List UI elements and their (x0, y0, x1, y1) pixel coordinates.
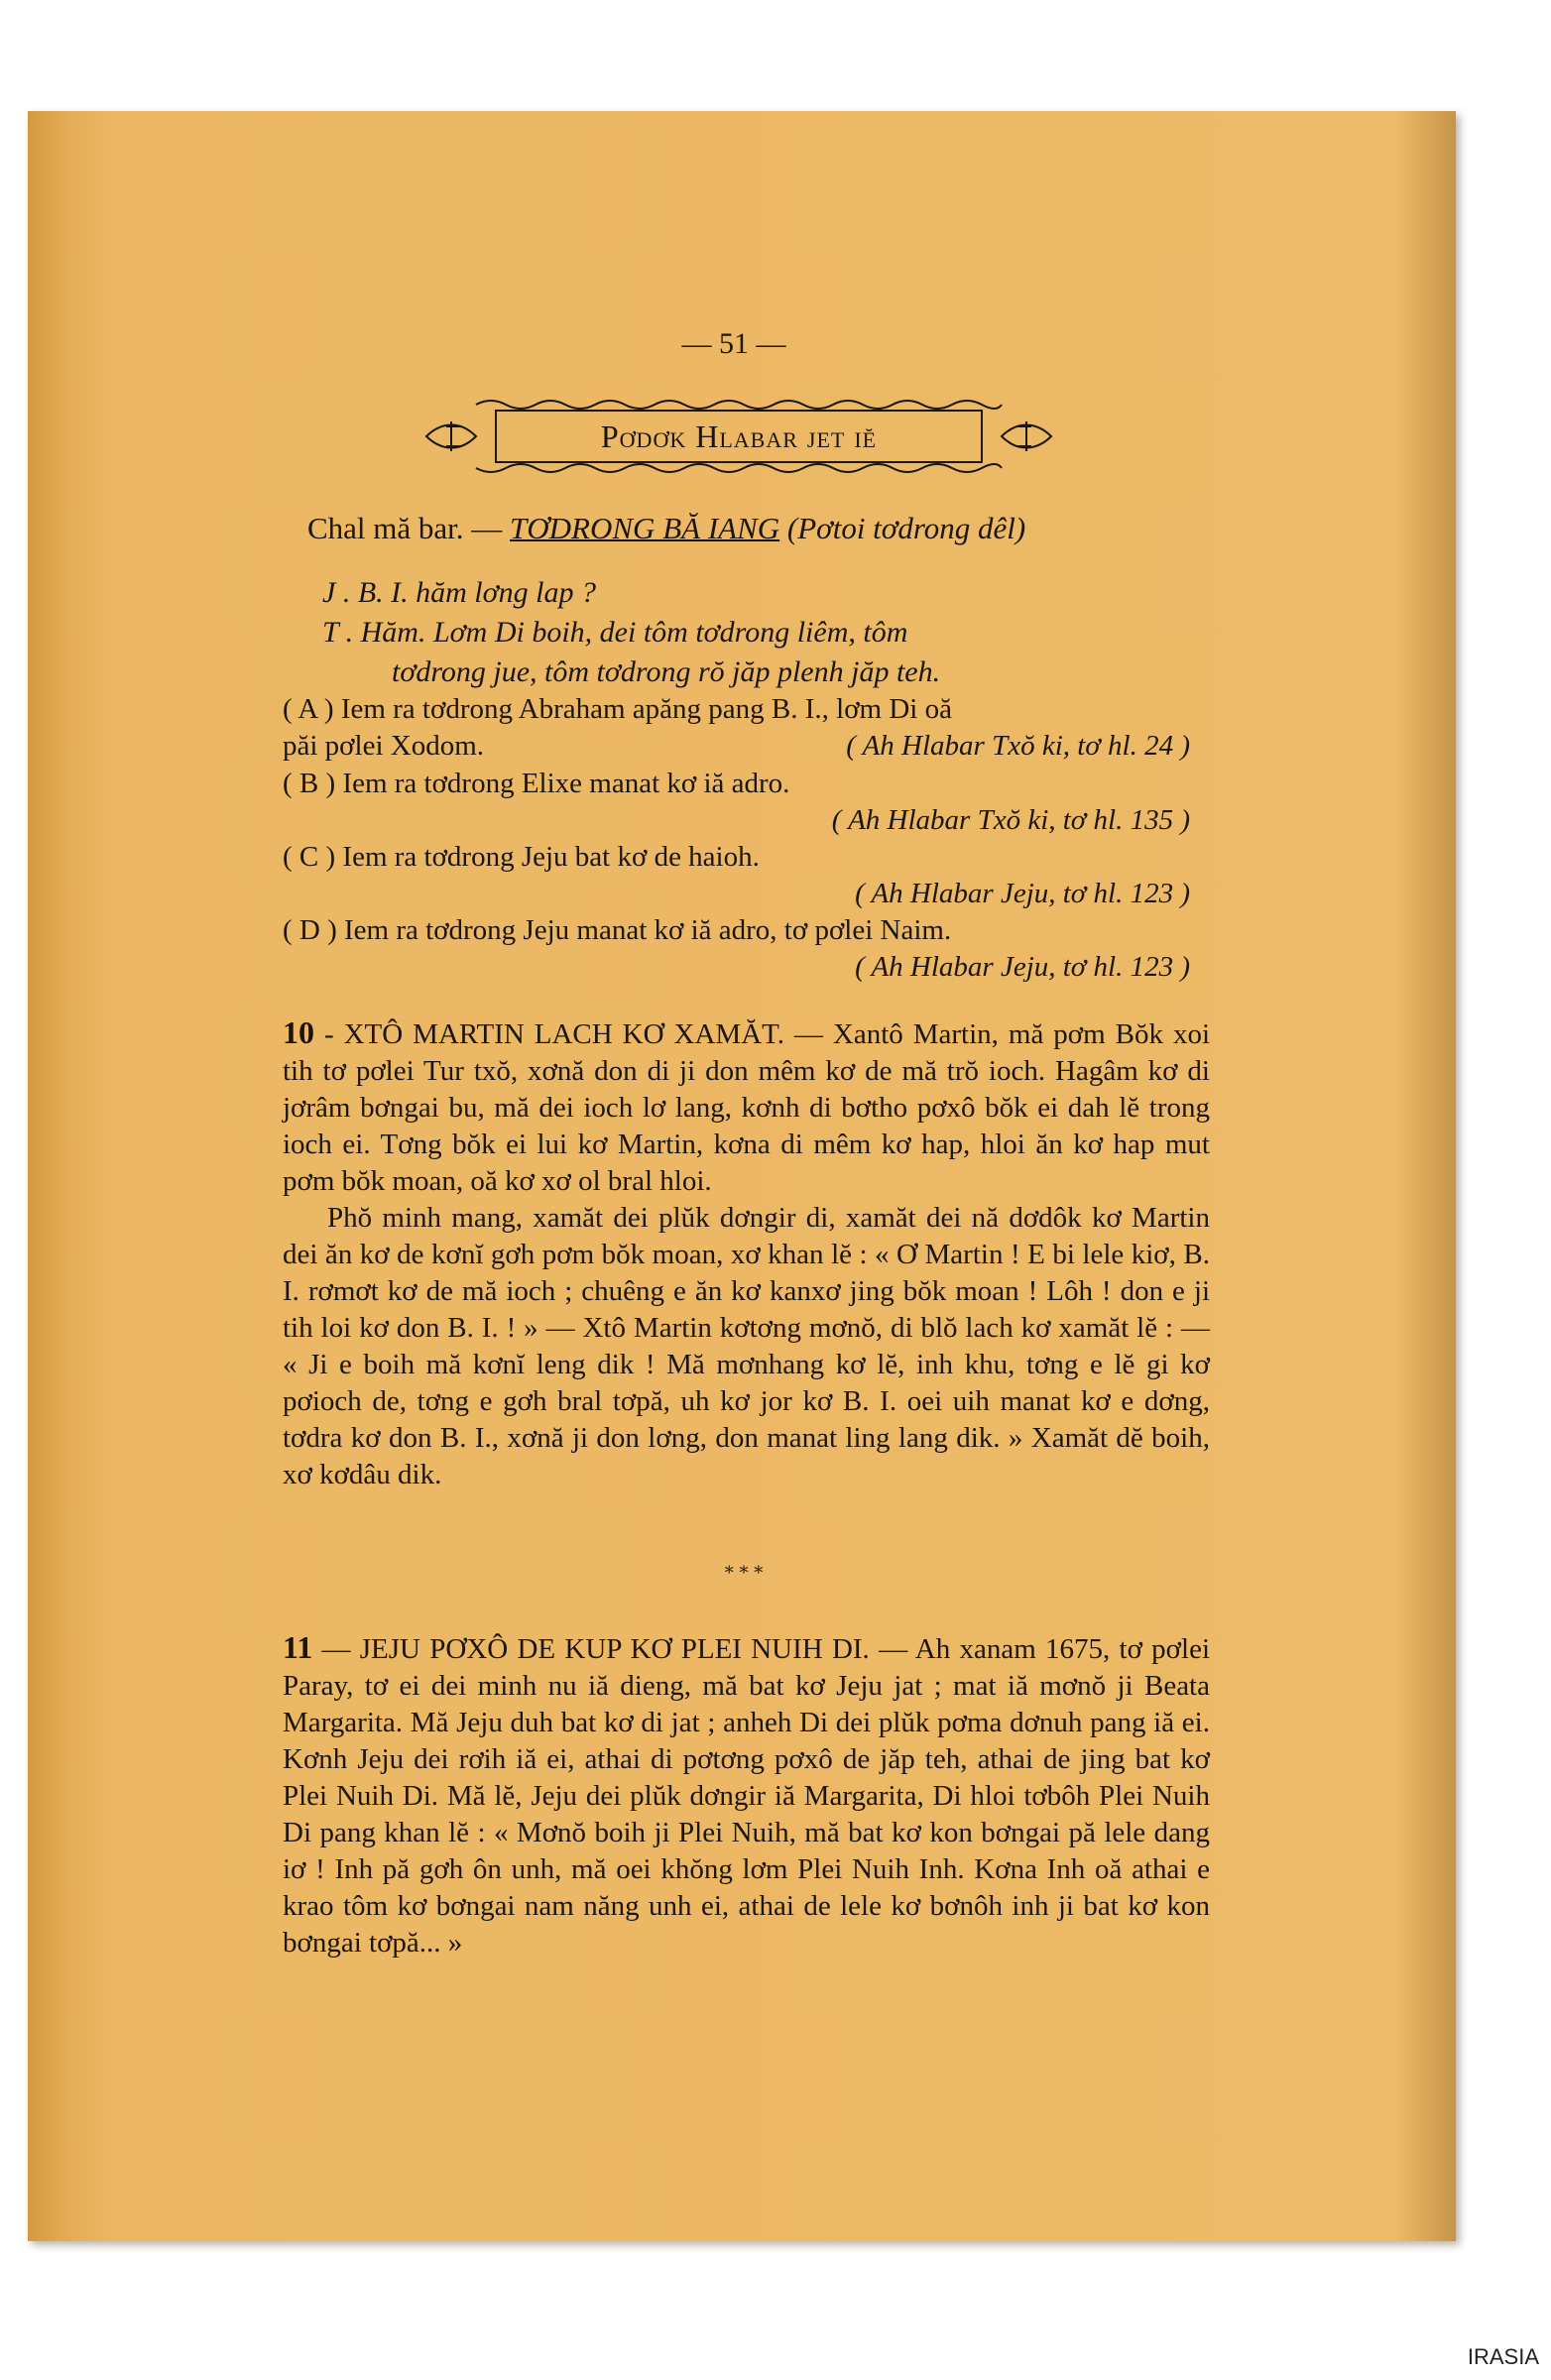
section-number: 10 (283, 1014, 314, 1050)
reference-b (283, 766, 1210, 839)
section-11 (283, 1629, 1210, 1962)
section-10-para-1 (283, 1014, 1210, 1200)
answer-line-2: tơdrong jue, tôm tơdrong rŏ jăp plenh jăp teh. (392, 655, 941, 688)
watermark: IRASIA (1467, 2344, 1539, 2369)
question: J . B. I. hăm lơng lap ? (322, 576, 596, 609)
section-11-para-1 (283, 1629, 1210, 1962)
paragraph-text: Xantô Martin, mă pơm Bŏk xoi tih tơ pơlei Tur txŏ, xơnă don di ji don mêm kơ de mă trŏ ioch. Hagâm kơ di jơrâm bơngai bu, mă dei ioch lơ lang, kơnh di bơtho pơxô bŏk ei dah lĕ trong ioch ei. Tơng bŏk ei lui kơ Martin, kơna di mêm kơ hap, hloi ăn kơ hap mut pơm bŏk moan, oă kơ xơ ol bral hloi. (283, 1018, 1211, 1197)
answer-line-1: T . Hăm. Lơm Di boih, dei tôm tơdrong liêm, tôm (322, 616, 908, 649)
ref-source: ( Ah Hlabar Jeju, tơ hl. 123 ) (855, 878, 1190, 909)
section-number: 11 (283, 1629, 313, 1665)
section-10-para-2: Phŏ minh mang, xamăt dei plŭk dơngir di, xamăt dei nă dơdôk kơ Martin dei ăn kơ de kơnĭ gơh pơm bŏk moan, xơ khan lĕ : « Ơ Martin ! E bi lele kiơ, B. I. rơmơt kơ de mă ioch ; chuêng e ăn kơ kanxơ jing bŏk moan ! Lôh ! don e ji tih loi kơ don B. I. ! » — Xtô Martin kơtơng mơnŏ, di blŏ lach kơ xamăt lĕ : — « Ji e boih mă kơnĭ leng dik ! Mă mơnhang kơ lĕ, inh khu, tơng e lĕ gi kơ pơioch de, tơng e gơh bral tơpă, uh kơ jor kơ B. I. oei uih manat kơ e dơng, tơdra kơ don B. I., xơnă ji don lơng, don manat ling lang dik. » Xamăt dĕ boih, xơ kơdâu dik. (283, 1202, 1210, 1490)
lesson-heading (307, 511, 1240, 546)
ref-text: Iem ra tơdrong Jeju bat kơ de haioh. (342, 841, 760, 873)
paragraph-text: Ah xanam 1675, tơ pơlei Paray, tơ ei dei minh nu iă dieng, mă bat kơ Jeju jat ; mat iă mơnŏ ji Beata Margarita. Mă Jeju duh bat kơ di jat ; anheh Di dei plŭk pơma dơnuh pang iă ei. Kơnh Jeju dei rơih iă ei, athai di pơtơng pơxô de jăp teh, athai de jing bat kơ Plei Nuih Di. Mă lĕ, Jeju dei plŭk dơngir iă Margarita, Di hloi tơbôh Plei Nuih Di pang khan lĕ : « Mơnŏ boih ji Plei Nuih, mă bat kơ kon bơngai pă lele dang iơ ! Inh pă gơh ôn unh, mă oei khŏng lơm Plei Nuih Inh. Kơna Inh oă athai e krao tôm kơ bơngai nam năng unh ei, athai de lele kơ bơnôh inh ji bat kơ kon bơngai tơpă... » (283, 1633, 1211, 1959)
lesson-prefix: Chal mă bar. — (307, 511, 503, 545)
ref-text: Iem ra tơdrong Elixe manat kơ iă adro. (342, 768, 790, 799)
ref-mark: ( D ) (283, 914, 337, 946)
section-heading: - XTÔ MARTIN LACH KƠ XAMĂT. — (323, 1018, 823, 1050)
section-10 (283, 1014, 1210, 1493)
lesson-subtitle: (Pơtoi tơdrong dêl) (786, 511, 1026, 545)
section-heading: — JEJU PƠXÔ DE KUP KƠ PLEI NUIH DI. — (321, 1633, 908, 1665)
ref-mark: ( B ) (283, 768, 336, 799)
page-number: — 51 — (681, 327, 786, 360)
reference-a (283, 691, 1210, 765)
ref-source: ( Ah Hlabar Txŏ ki, tơ hl. 135 ) (831, 804, 1190, 836)
ref-text: Iem ra tơdrong Jeju manat kơ iă adro, tơ pơlei Naim. (344, 914, 952, 946)
ref-source: ( Ah Hlabar Jeju, tơ hl. 123 ) (855, 951, 1190, 983)
reference-c (283, 839, 1210, 912)
ref-text: Iem ra tơdrong Abraham apăng pang B. I., lơm Di oă (340, 693, 952, 725)
ref-source: ( Ah Hlabar Txŏ ki, tơ hl. 24 ) (846, 730, 1190, 762)
reference-d (283, 912, 1210, 986)
lesson-title: TƠDRONG BĂ IANG (510, 511, 780, 545)
section-divider: * * * (724, 1563, 764, 1584)
chapter-banner (417, 397, 1061, 476)
catechism-qa (322, 573, 1215, 692)
ref-mark: ( C ) (283, 841, 336, 873)
chapter-title: Pơdơk Hlabar jet iĕ (600, 418, 878, 454)
ref-mark: ( A ) (283, 693, 334, 725)
ref-text-cont: păi pơlei Xodom. (283, 730, 484, 762)
